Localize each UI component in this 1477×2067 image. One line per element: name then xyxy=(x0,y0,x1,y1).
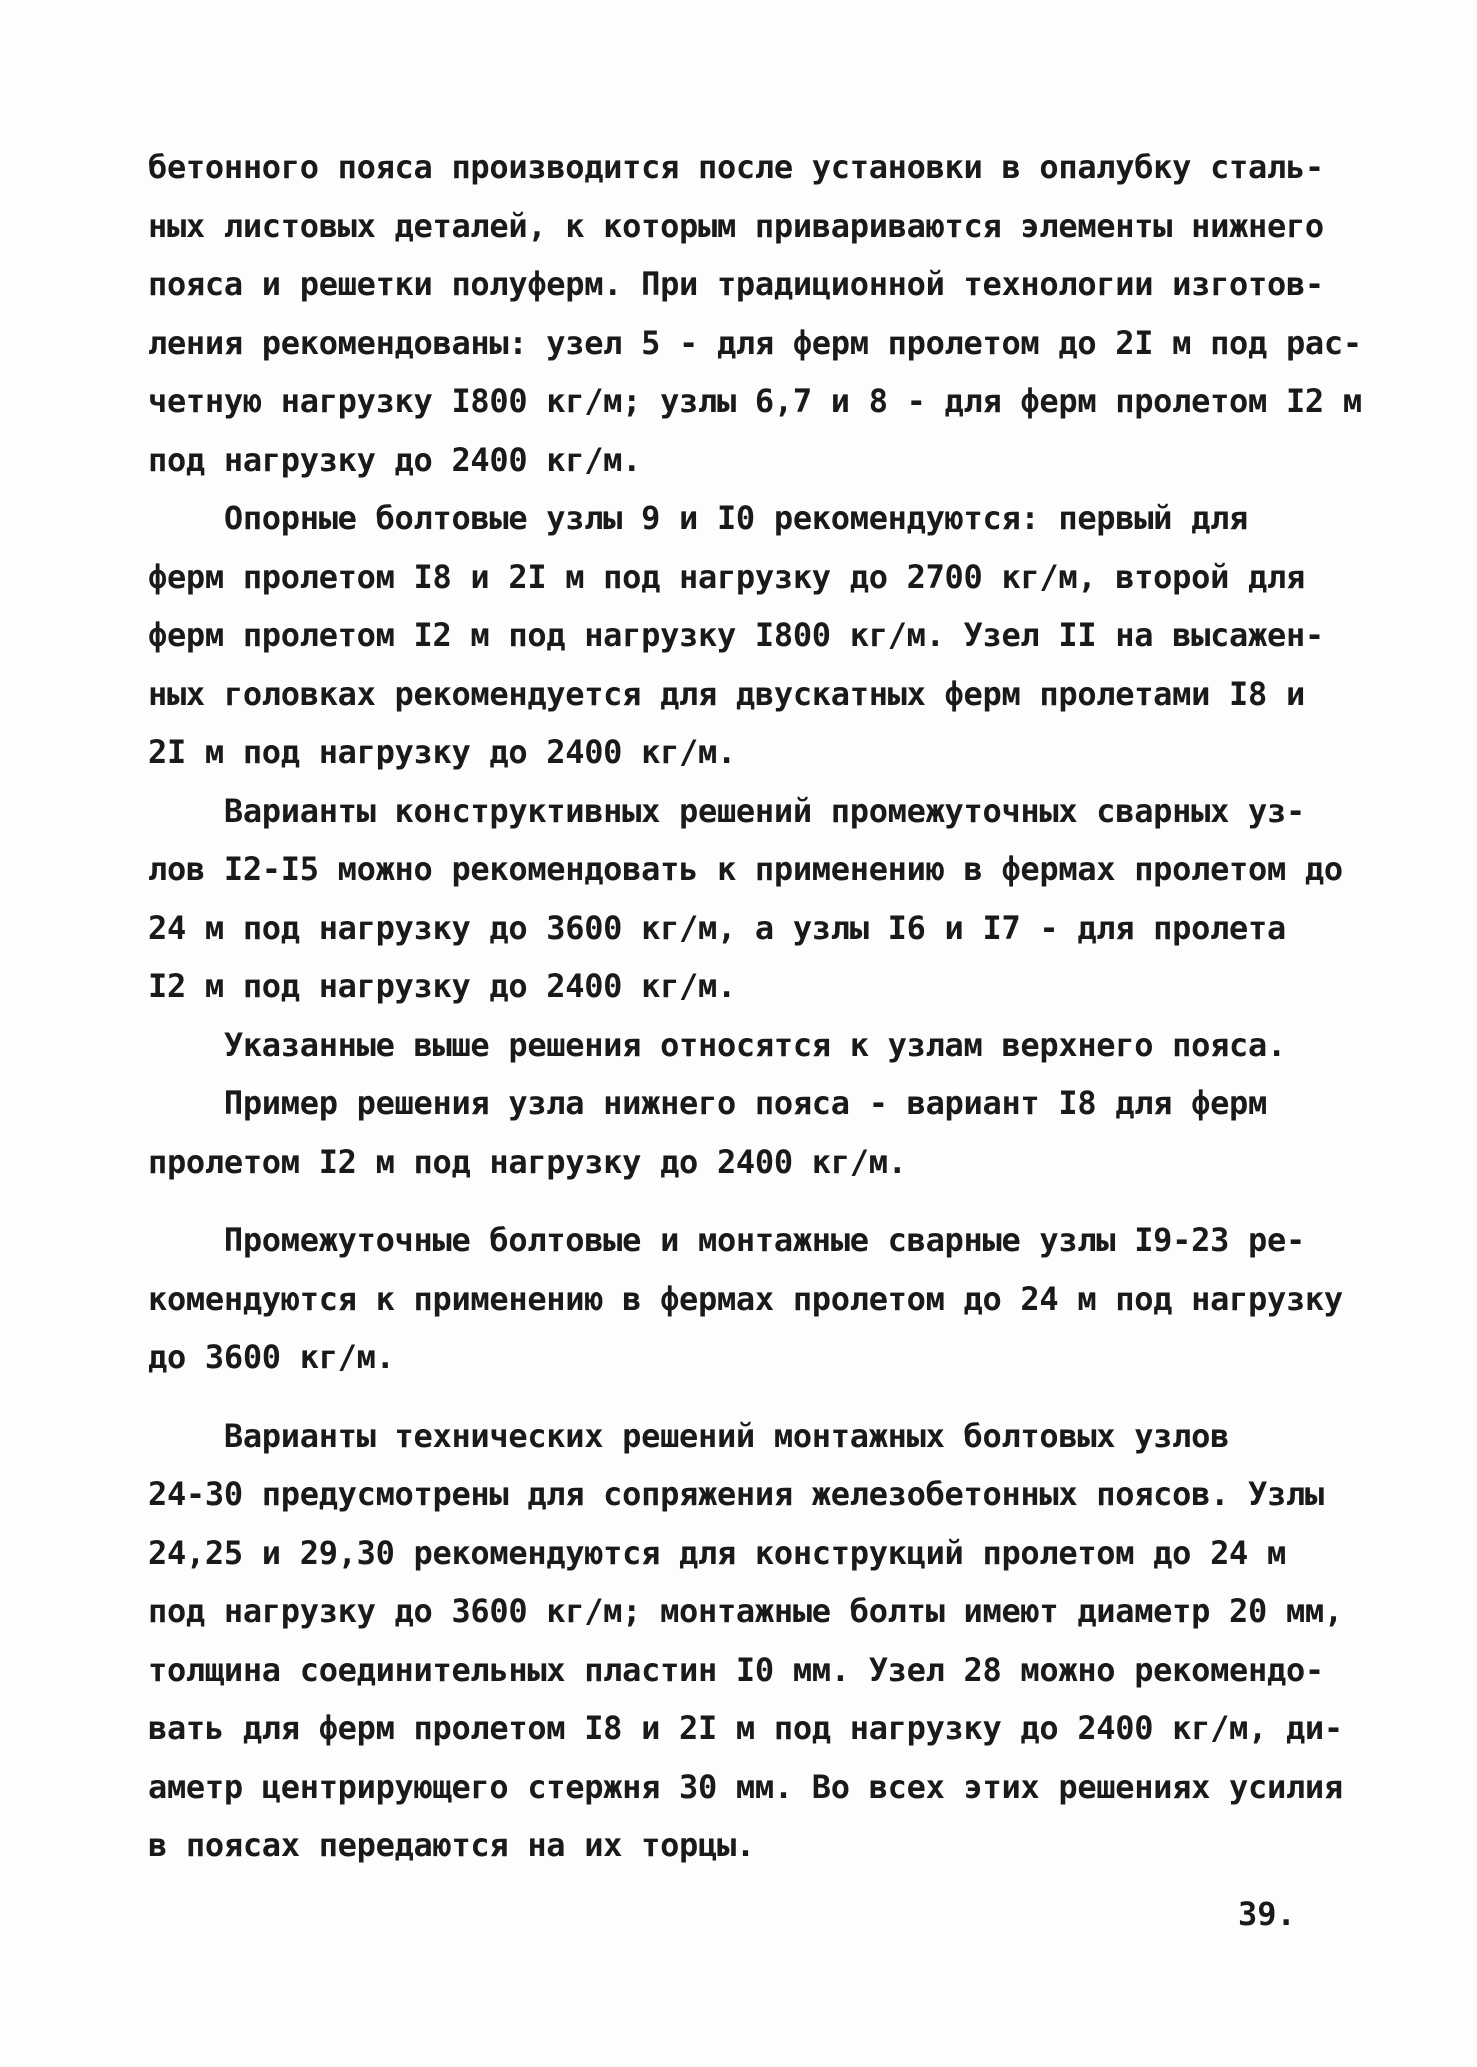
paragraph-gap xyxy=(148,1387,1368,1407)
text-line: комендуются к применению в фермах пролетом до 24 м под нагрузку xyxy=(148,1279,1343,1318)
text-line: до 3600 кг/м. xyxy=(148,1338,395,1376)
text-line: Указанные выше решения относятся к узлам верхнего пояса. xyxy=(148,1025,1286,1064)
text-line: пролетом I2 м под нагрузку до 2400 кг/м. xyxy=(148,1142,907,1181)
text-line: ных головках рекомендуется для двускатных ферм пролетами I8 и xyxy=(148,674,1305,713)
text-line: 24 м под нагрузку до 3600 кг/м, а узлы I6 и I7 - для пролета xyxy=(148,908,1286,947)
text-body xyxy=(148,138,1368,1875)
text-line: вать для ферм пролетом I8 и 2I м под нагрузку до 2400 кг/м, ди- xyxy=(148,1709,1343,1747)
text-line: под нагрузку до 3600 кг/м; монтажные болты имеют диаметр 20 мм, xyxy=(148,1592,1343,1630)
text-line: пояса и решетки полуферм. При традиционной технологии изготов- xyxy=(148,265,1324,303)
text-line: 24-30 предусмотрены для сопряжения железобетонных поясов. Узлы xyxy=(148,1475,1324,1513)
text-line: ферм пролетом I8 и 2I м под нагрузку до 2700 кг/м, второй для xyxy=(148,557,1305,596)
text-line: ления рекомендованы: узел 5 - для ферм пролетом до 2I м под рас- xyxy=(148,323,1362,362)
text-line: Варианты технических решений монтажных болтовых узлов xyxy=(148,1416,1230,1455)
text-line: 24,25 и 29,30 рекомендуются для конструкций пролетом до 24 м xyxy=(148,1533,1286,1572)
text-line: в поясах передаются на их торцы. xyxy=(148,1826,755,1864)
text-line: I2 м под нагрузку до 2400 кг/м. xyxy=(148,967,736,1005)
text-line: под нагрузку до 2400 кг/м. xyxy=(148,440,642,479)
text-line: Варианты конструктивных решений промежуточных сварных уз- xyxy=(148,791,1305,830)
text-line: Промежуточные болтовые и монтажные сварные узлы I9-23 ре- xyxy=(148,1221,1305,1259)
text-line: ных листовых деталей, к которым привариваются элементы нижнего xyxy=(148,206,1324,245)
paragraph-gap xyxy=(148,1191,1368,1211)
text-line: ферм пролетом I2 м под нагрузку I800 кг/м. Узел II на высажен- xyxy=(148,616,1324,654)
page-number: 39. xyxy=(1238,1895,1296,1933)
text-line: Опорные болтовые узлы 9 и I0 рекомендуются: первый для xyxy=(148,499,1249,537)
text-line: толщина соединительных пластин I0 мм. Узел 28 можно рекомендо- xyxy=(148,1650,1324,1689)
text-line: лов I2-I5 можно рекомендовать к применению в фермах пролетом до xyxy=(148,850,1343,888)
text-line: 2I м под нагрузку до 2400 кг/м. xyxy=(148,733,736,771)
text-line: Пример решения узла нижнего пояса - вариант I8 для ферм xyxy=(148,1084,1267,1122)
text-line: четную нагрузку I800 кг/м; узлы 6,7 и 8 - для ферм пролетом I2 м xyxy=(148,382,1362,420)
text-line: аметр центрирующего стержня 30 мм. Во всех этих решениях усилия xyxy=(148,1767,1343,1806)
text-line: бетонного пояса производится после установки в опалубку сталь- xyxy=(148,148,1324,186)
